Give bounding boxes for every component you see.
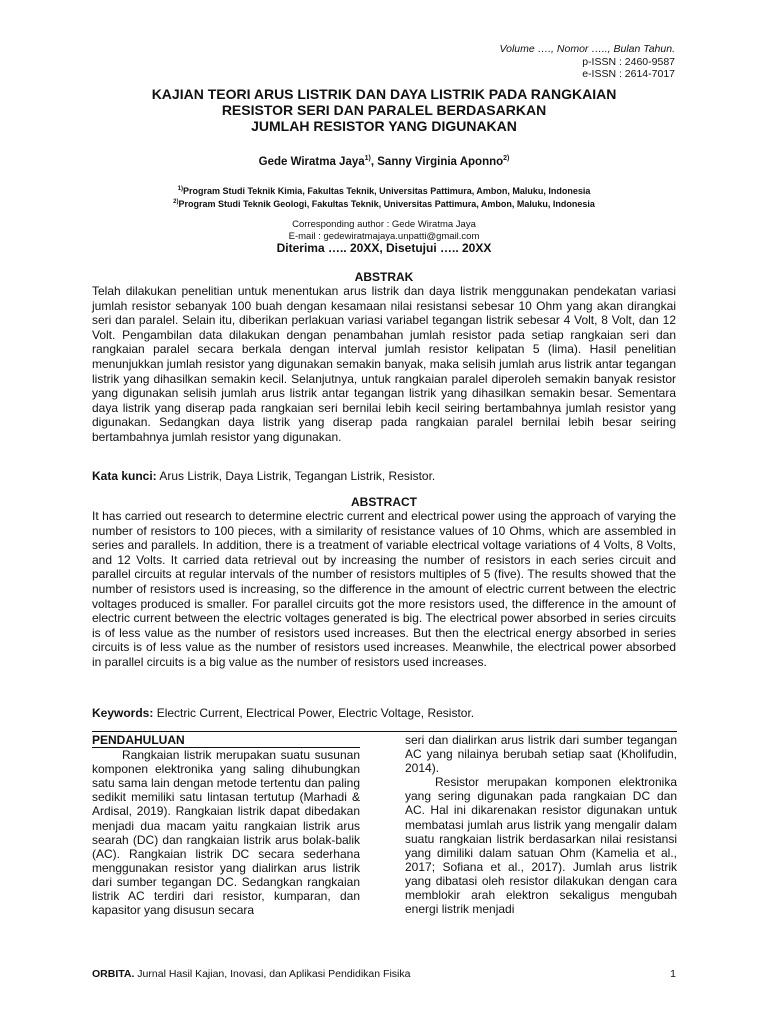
author-name: Gede Wiratma Jaya: [258, 155, 365, 168]
affiliations: [0, 184, 768, 210]
abstrak-heading: ABSTRAK: [354, 270, 414, 284]
footer-journal-name: ORBITA.: [92, 968, 135, 980]
journal-issue-info: [500, 43, 675, 81]
corresponding-email: E-mail : gedewiratmajaya.unpatti@gmail.com: [288, 230, 480, 242]
keywords-label: Keywords:: [92, 706, 154, 720]
body-column-right: [405, 733, 677, 916]
affiliation-text: Program Studi Teknik Geologi, Fakultas Teknik, Universitas Pattimura, Ambon, Maluku, Indonesia: [178, 199, 595, 209]
abstract-heading: ABSTRACT: [351, 495, 417, 509]
affiliation-mark: 2): [173, 199, 179, 205]
body-column-left: [92, 733, 360, 917]
author-separator: ,: [370, 155, 378, 168]
volume-line: Volume …., Nomor ….., Bulan Tahun.: [499, 43, 675, 55]
affiliation-text: Program Studi Teknik Kimia, Fakultas Teknik, Universitas Pattimura, Ambon, Maluku, Indonesia: [182, 186, 591, 196]
affiliation-1: [0, 184, 768, 197]
kata-kunci-text: Arus Listrik, Daya Listrik, Tegangan Listrik, Resistor.: [156, 469, 436, 483]
e-issn: e-ISSN : 2614-7017: [582, 68, 675, 80]
title-line-1: KAJIAN TEORI ARUS LISTRIK DAN DAYA LISTRIK PADA RANGKAIAN: [151, 86, 617, 102]
keywords-text: Electric Current, Electrical Power, Electric Voltage, Resistor.: [153, 706, 475, 720]
received-accepted-dates: Diterima ….. 20XX, Disetujui ….. 20XX: [276, 241, 492, 255]
author-affiliation-mark: 2): [503, 155, 510, 162]
footer-journal-subtitle: Jurnal Hasil Kajian, Inovasi, dan Aplikasi Pendidikan Fisika: [134, 968, 411, 980]
affiliation-2: [0, 197, 768, 210]
title-line-2: RESISTOR SERI DAN PARALEL BERDASARKAN: [221, 102, 547, 118]
author-list: [0, 155, 768, 168]
correspondence-info: [0, 219, 768, 242]
body-paragraph: Resistor merupakan komponen elektronika yang sering digunakan pada rangkaian DC dan AC. Hal ini dikarenakan resistor digunakan untuk membatasi jumlah arus listrik yang mengalir dalam suatu rangkaian listrik berdasarkan nilai resistansi yang dimiliki dalam satuan Ohm (Kamelia et al., 2017; Sofiana et al., 2017). Jumlah arus listrik yang dibatasi oleh resistor dilakukan dengan cara memblokir arah elektron sekaligus mengubah energi listrik menjadi: [405, 775, 677, 917]
body-paragraph: seri dan dialirkan arus listrik dari sumber tegangan AC yang nilainya berubah setiap saat (Kholifudin, 2014).: [405, 733, 677, 776]
affiliation-mark: 1): [177, 186, 183, 192]
author-affiliation-mark: 1): [364, 155, 371, 162]
keywords: [92, 706, 676, 720]
section-divider: [92, 731, 677, 732]
page-number: 1: [670, 968, 676, 980]
abstract-text: It has carried out research to determine electric current and electrical power using the approach of varying the number of resistors to 100 pieces, with a similarity of resistance values of 10 Ohms, which are assembled in series and parallels. In addition, there is a treatment of variable electrical voltage variations of 4 Volts, 8 Volts, and 12 Volts. It carried data retrieval out by increasing the number of resistors in each series circuit and parallel circuits at regular intervals of the number of resistors multiples of 5 (five). The results showed that the number of resistors used is increasing, so the difference in the amount of electric current between the electric voltages produced is smaller. For parallel circuits got the more resistors used, the difference in the amount of electric current between the electric voltages generated is big. The electrical power absorbed in series circuits is of less value as the number of resistors used increases. But then the electrical energy absorbed in series circuits is of less value as the number of resistors used increases. Meanwhile, the electrical power absorbed in parallel circuits is a big value as the number of resistors used increases.: [92, 509, 676, 669]
p-issn: p-ISSN : 2460-9587: [582, 55, 675, 68]
section-heading-pendahuluan: PENDAHULUAN: [92, 733, 360, 748]
paper-title: [60, 86, 708, 134]
abstrak-text: Telah dilakukan penelitian untuk menentukan arus listrik dan daya listrik menggunakan pendekatan variasi jumlah resistor sebanyak 100 buah dengan kesamaan nilai resistansi sebesar 10 Ohm yang akan dirangkai seri dan paralel. Selain itu, diberikan perlakuan variasi variabel tegangan listrik sebesar 4 Volt, 8 Volt, dan 12 Volt. Pengambilan data dilakukan dengan penambahan jumlah resistor pada setiap rangkaian seri dan rangkaian paralel secara berkala dengan interval jumlah resistor kelipatan 5 (lima). Hasil penelitian menunjukkan jumlah resistor yang digunakan semakin banyak, maka selisih jumlah arus listrik antar tegangan listrik yang dihasilkan semakin kecil. Selanjutnya, untuk rangkaian paralel diperoleh semakin banyak resistor yang digunakan selisih jumlah arus listrik antar tegangan listrik yang dihasilkan semakin besar. Sementara daya listrik yang diserap pada rangkaian seri bernilai lebih kecil seiring bertambahnya jumlah resistor yang digunakan. Sedangkan daya listrik yang diserap pada rangkaian paralel bernilai lebih besar seiring bertambahnya jumlah resistor yang digunakan.: [92, 284, 676, 444]
kata-kunci: [92, 469, 676, 483]
body-paragraph: Rangkaian listrik merupakan suatu susunan komponen elektronika yang saling dihubungkan satu sama lain dengan metode tertentu dan paling sedikit memiliki satu lintasan tertutup (Marhadi & Ardisal, 2019). Rangkaian listrik dapat dibedakan menjadi dua macam yaitu rangkaian listrik arus searah (DC) dan rangkaian listrik arus bolak-balik (AC). Rangkaian listrik DC secara sederhana menggunakan resistor yang dialirkan arus listrik dari sumber tegangan DC. Sedangkan rangkaian listrik AC terdiri dari resistor, kumparan, dan kapasitor yang disusun secara: [92, 748, 360, 918]
title-line-3: JUMLAH RESISTOR YANG DIGUNAKAN: [251, 118, 517, 134]
corresponding-author: Corresponding author : Gede Wiratma Jaya: [292, 219, 476, 230]
kata-kunci-label: Kata kunci:: [92, 469, 157, 483]
author-name: Sanny Virginia Aponno: [377, 155, 504, 168]
page-footer: [92, 968, 676, 980]
